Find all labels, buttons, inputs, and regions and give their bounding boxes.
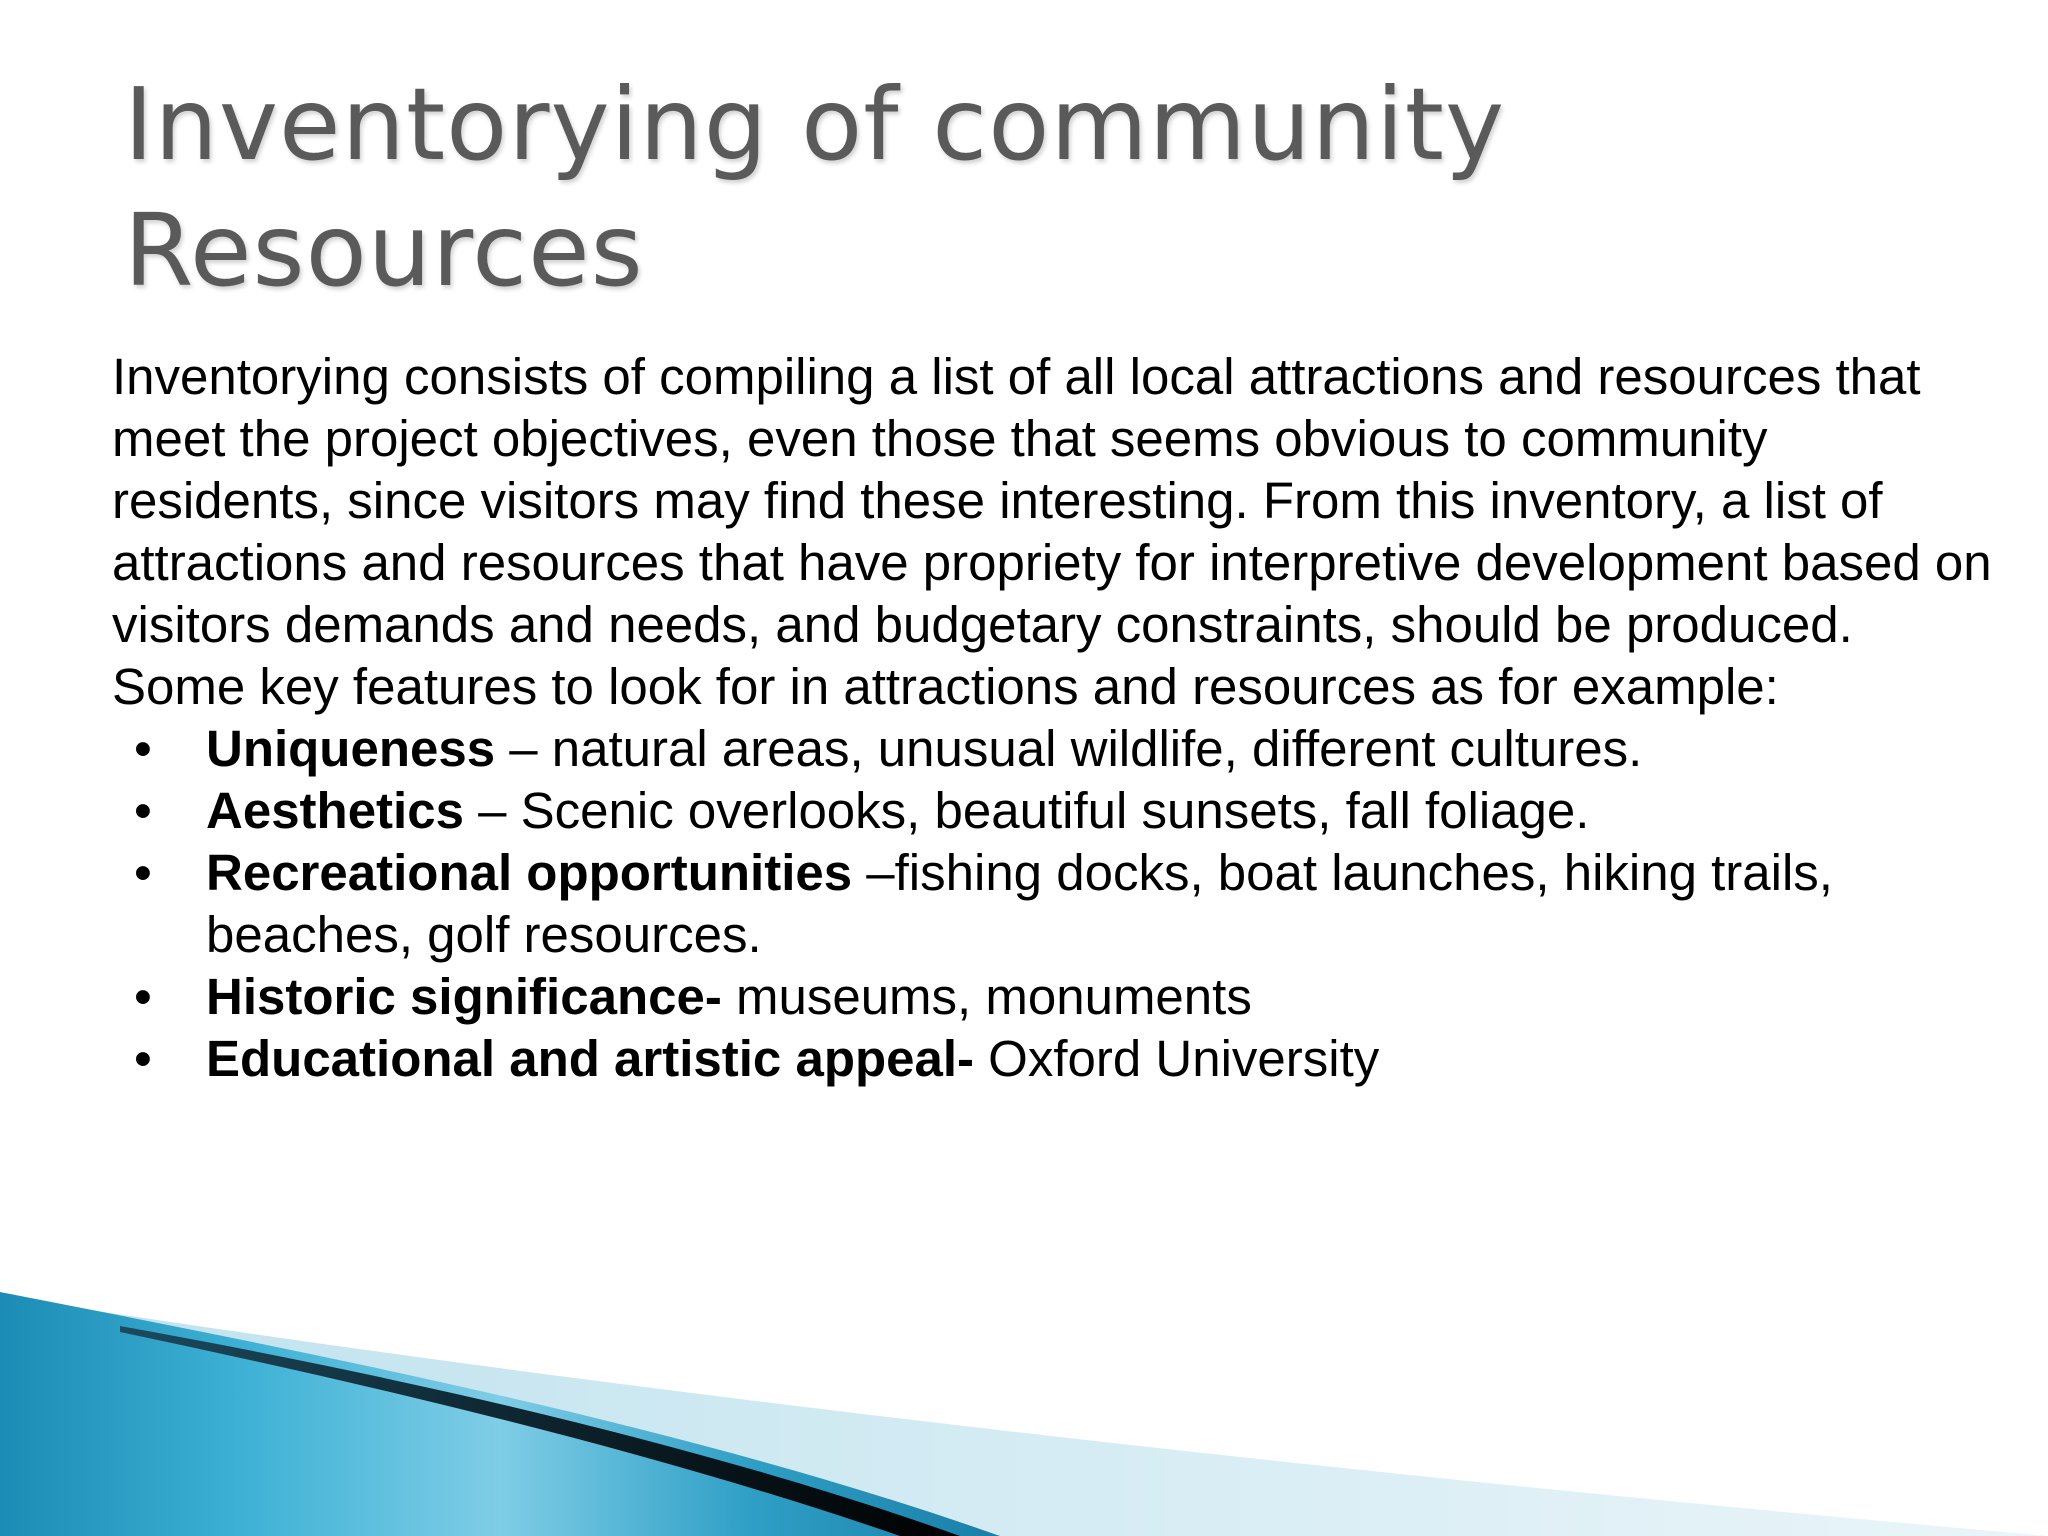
bullet-icon: •	[134, 844, 152, 901]
feature-item-educational	[112, 1028, 1992, 1090]
feature-description: – Scenic overlooks, beautiful sunsets, fall foliage.	[463, 782, 1590, 839]
blue-wave-band	[0, 1292, 1000, 1536]
bullet-icon: •	[134, 1030, 152, 1087]
bullet-icon: •	[134, 968, 152, 1025]
slide-body	[112, 346, 1992, 1090]
feature-item-historic	[112, 966, 1992, 1028]
feature-item-recreational	[112, 842, 1992, 966]
slide-title-line-2: Resources	[124, 192, 644, 309]
feature-description: –fishing docks, boat launches, hiking trails, beaches, golf resources.	[206, 844, 1833, 963]
intro-paragraph: Inventorying consists of compiling a list of all local attractions and resources that meet the project objectives, even those that seems obvious to community residents, since visitors may find these interesting. From this inventory, a list of attractions and resources that have propriety for interpretive development based on visitors demands and needs, and budgetary constraints, should be produced. Some key features to look for in attractions and resources as for example:	[112, 348, 1992, 715]
feature-item-aesthetics	[112, 780, 1992, 842]
feature-description: – natural areas, unusual wildlife, different cultures.	[495, 720, 1643, 777]
bullet-icon: •	[134, 720, 152, 777]
pale-wave-band	[0, 1296, 2048, 1536]
feature-term: Educational and artistic appeal-	[206, 1030, 975, 1087]
feature-term: Aesthetics	[206, 782, 464, 839]
feature-list	[112, 718, 1992, 1090]
slide-title	[124, 62, 1824, 314]
feature-term: Historic significance-	[206, 968, 722, 1025]
feature-term: Uniqueness	[206, 720, 496, 777]
dark-wave-stripe	[120, 1326, 960, 1536]
bullet-icon: •	[134, 782, 152, 839]
feature-description: museums, monuments	[721, 968, 1252, 1025]
feature-item-uniqueness	[112, 718, 1992, 780]
feature-term: Recreational opportunities	[206, 844, 853, 901]
feature-description: Oxford University	[974, 1030, 1380, 1087]
slide-title-line-1: Inventorying of community	[124, 66, 1506, 183]
